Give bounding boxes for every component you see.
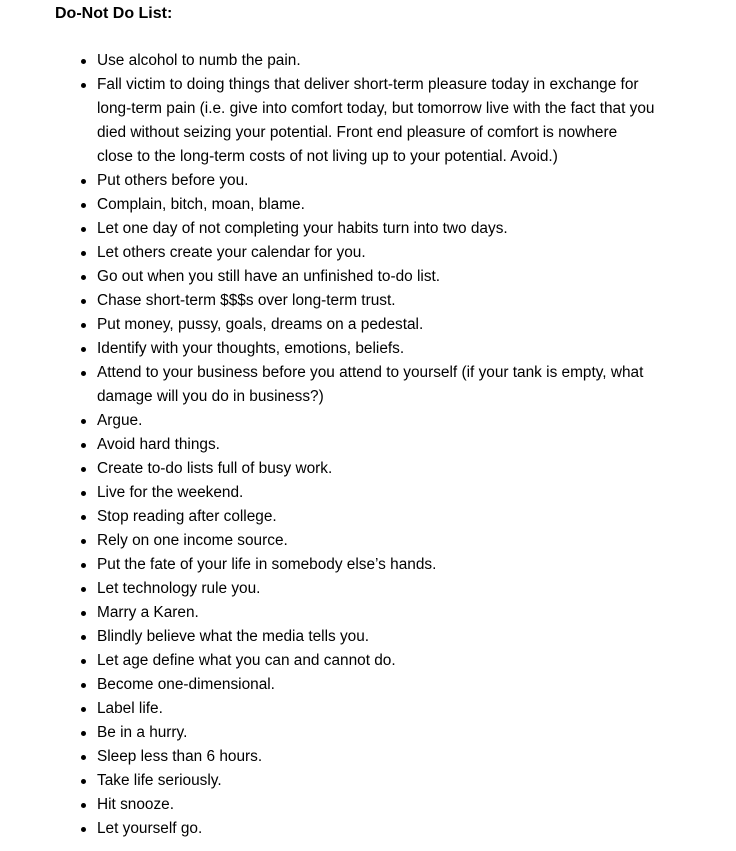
list-item: Let one day of not completing your habits turn into two days. [0, 217, 657, 241]
list-item: Live for the weekend. [0, 481, 657, 505]
list-item: Attend to your business before you attend to yourself (if your tank is empty, what damage will you do in business?) [0, 361, 657, 409]
list-item: Let others create your calendar for you. [0, 241, 657, 265]
list-item: Complain, bitch, moan, blame. [0, 193, 657, 217]
list-item: Create to-do lists full of busy work. [0, 457, 657, 481]
list-item: Label life. [0, 697, 657, 721]
list-item: Marry a Karen. [0, 601, 657, 625]
list-item: Sleep less than 6 hours. [0, 745, 657, 769]
list-item: Argue. [0, 409, 657, 433]
list-item: Stop reading after college. [0, 505, 657, 529]
list-item: Blindly believe what the media tells you. [0, 625, 657, 649]
list-item: Use alcohol to numb the pain. [0, 49, 657, 73]
list-item: Put the fate of your life in somebody else’s hands. [0, 553, 657, 577]
list-item: Identify with your thoughts, emotions, beliefs. [0, 337, 657, 361]
list-item: Let technology rule you. [0, 577, 657, 601]
list-item: Be in a hurry. [0, 721, 657, 745]
list-item: Hit snooze. [0, 793, 657, 817]
list-item: Put others before you. [0, 169, 657, 193]
list-item: Let yourself go. [0, 817, 657, 841]
list-item: Become one-dimensional. [0, 673, 657, 697]
do-not-do-list [0, 49, 736, 841]
list-item: Go out when you still have an unfinished to-do list. [0, 265, 657, 289]
list-item: Rely on one income source. [0, 529, 657, 553]
list-item: Put money, pussy, goals, dreams on a pedestal. [0, 313, 657, 337]
list-title: Do-Not Do List: [55, 5, 173, 22]
list-item: Chase short-term $$$s over long-term trust. [0, 289, 657, 313]
list-item: Let age define what you can and cannot do. [0, 649, 657, 673]
list-item: Fall victim to doing things that deliver short-term pleasure today in exchange for long-term pain (i.e. give into comfort today, but tomorrow live with the fact that you died without seizing your potential. Front end pleasure of comfort is nowhere close to the long-term costs of not living up to your potential. Avoid.) [0, 73, 657, 169]
list-item: Avoid hard things. [0, 433, 657, 457]
list-item: Take life seriously. [0, 769, 657, 793]
